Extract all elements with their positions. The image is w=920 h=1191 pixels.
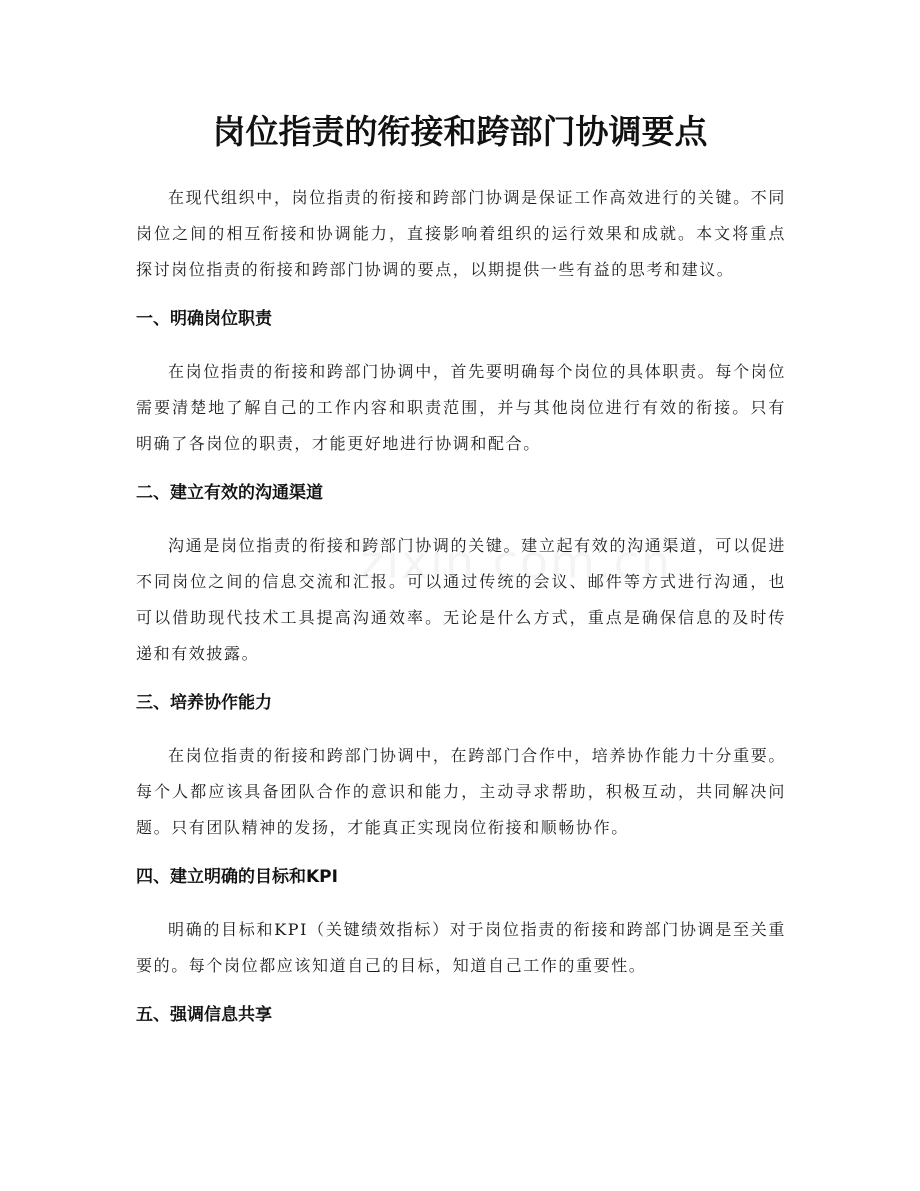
section-heading-2: 二、建立有效的沟通渠道	[136, 483, 323, 503]
document-body	[136, 180, 786, 1030]
section-body-1: 在岗位指责的衔接和跨部门协调中，首先要明确每个岗位的具体职责。每个岗位需要清楚地了解自己的工作内容和职责范围，并与其他岗位进行有效的衔接。只有明确了各岗位的职责，才能更好地进行协调和配合。	[136, 362, 786, 453]
section-heading-5: 五、强调信息共享	[136, 1005, 272, 1025]
section-heading-4: 四、建立明确的目标和KPI	[136, 867, 338, 887]
section-heading-3: 三、培养协作能力	[136, 693, 272, 713]
document-title: 岗位指责的衔接和跨部门协调要点	[212, 112, 708, 151]
section-body-2: 沟通是岗位指责的衔接和跨部门协调的关键。建立起有效的沟通渠道，可以促进不同岗位之间的信息交流和汇报。可以通过传统的会议、邮件等方式进行沟通，也可以借助现代技术工具提高沟通效率。无论是什么方式，重点是确保信息的及时传递和有效披露。	[136, 536, 786, 663]
section-body-3: 在岗位指责的衔接和跨部门协调中，在跨部门合作中，培养协作能力十分重要。每个人都应该具备团队合作的意识和能力，主动寻求帮助，积极互动，共同解决问题。只有团队精神的发扬，才能真正实现岗位衔接和顺畅协作。	[136, 746, 786, 837]
intro-paragraph: 在现代组织中，岗位指责的衔接和跨部门协调是保证工作高效进行的关键。不同岗位之间的相互衔接和协调能力，直接影响着组织的运行效果和成就。本文将重点探讨岗位指责的衔接和跨部门协调的要点，以期提供一些有益的思考和建议。	[136, 188, 786, 279]
section-body-4: 明确的目标和KPI（关键绩效指标）对于岗位指责的衔接和跨部门协调是至关重要的。每个岗位都应该知道自己的目标，知道自己工作的重要性。	[136, 920, 786, 975]
section-heading-1: 一、明确岗位职责	[136, 309, 272, 329]
